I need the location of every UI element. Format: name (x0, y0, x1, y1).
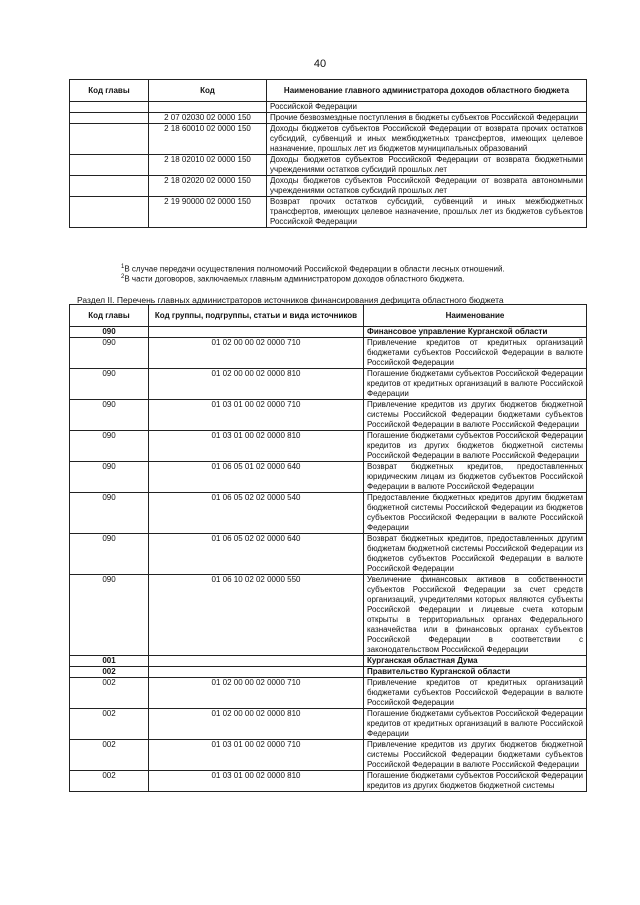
table-row (70, 197, 587, 228)
col-header-chapter-code: Код главы (70, 305, 149, 327)
name-cell: Погашение бюджетами субъектов Российской Федерации кредитов из других бюджетов бюджетной системы (364, 771, 587, 792)
table-row (70, 667, 587, 678)
chapter-code-cell (70, 197, 149, 228)
code-cell: 2 18 60010 02 0000 150 (149, 124, 267, 155)
name-cell: Доходы бюджетов субъектов Российской Федерации от возврата бюджетными учреждениями остатков субсидий прошлых лет (267, 155, 587, 176)
footnote-mark: 2 (121, 274, 125, 280)
chapter-code-cell: 090 (70, 575, 149, 656)
code-cell: 01 03 01 00 02 0000 810 (149, 431, 364, 462)
col-header-code: Код (149, 80, 267, 102)
code-cell: 01 06 05 01 02 0000 640 (149, 462, 364, 493)
code-cell: 2 18 02010 02 0000 150 (149, 155, 267, 176)
chapter-code-cell: 090 (70, 400, 149, 431)
table-row (70, 400, 587, 431)
name-cell: Привлечение кредитов от кредитных организаций бюджетами субъектов Российской Федерации в валюте Российской Федерации (364, 338, 587, 369)
chapter-code-cell (70, 155, 149, 176)
chapter-code-cell: 090 (70, 462, 149, 493)
chapter-code-cell: 002 (70, 740, 149, 771)
page-number: 40 (313, 58, 327, 70)
table-row (70, 124, 587, 155)
name-cell: Прочие безвозмездные поступления в бюджеты субъектов Российской Федерации (267, 113, 587, 124)
col-header-admin-name: Наименование главного администратора доходов областного бюджета (267, 80, 587, 102)
table-row (70, 575, 587, 656)
chapter-code-cell (70, 124, 149, 155)
code-cell: 2 07 02030 02 0000 150 (149, 113, 267, 124)
chapter-code-cell: 090 (70, 338, 149, 369)
chapter-code-cell: 090 (70, 431, 149, 462)
revenue-administrators-table (69, 79, 587, 228)
table-row (70, 656, 587, 667)
section-title: Раздел II. Перечень главных администраторов источников финансирования дефицита областного бюджета (77, 295, 504, 305)
name-cell: Возврат прочих остатков субсидий, субвенций и иных межбюджетных трансфертов, имеющих целевое назначение, прошлых лет из бюджетов субъектов Российской Федерации (267, 197, 587, 228)
name-cell: Предоставление бюджетных кредитов другим бюджетам бюджетной системы Российской Федерации из бюджетов субъектов Российской Федерации в валюте Российской Федерации (364, 493, 587, 534)
table-row (70, 338, 587, 369)
name-cell: Правительство Курганской области (364, 667, 587, 678)
chapter-code-cell: 090 (70, 369, 149, 400)
code-cell: 01 03 01 00 02 0000 710 (149, 400, 364, 431)
chapter-code-cell: 090 (70, 493, 149, 534)
footnote-2 (121, 272, 465, 285)
code-cell: 01 02 00 00 02 0000 810 (149, 369, 364, 400)
chapter-code-cell: 002 (70, 771, 149, 792)
table-row (70, 462, 587, 493)
table-row (70, 369, 587, 400)
col-header-name: Наименование (364, 305, 587, 327)
table-row (70, 678, 587, 709)
table-row (70, 709, 587, 740)
chapter-code-cell (70, 176, 149, 197)
name-cell: Привлечение кредитов из других бюджетов бюджетной системы Российской Федерации бюджетами субъектов Российской Федерации в валюте Российской Федерации (364, 400, 587, 431)
table-row (70, 102, 587, 113)
name-cell: Привлечение кредитов из других бюджетов бюджетной системы Российской Федерации бюджетами субъектов Российской Федерации в валюте Российской Федерации (364, 740, 587, 771)
financing-sources-table (69, 304, 587, 792)
chapter-code-cell (70, 102, 149, 113)
code-cell: 01 02 00 00 02 0000 710 (149, 338, 364, 369)
chapter-code-cell (70, 113, 149, 124)
table-row (70, 155, 587, 176)
table-row (70, 534, 587, 575)
name-cell: Увеличение финансовых активов в собственности субъектов Российской Федерации за счет средств организаций, учредителями которых являются субъекты Российской Федерации и лицевые счета которым открыты в территориальных органах Федерального казначейства или в финансовых органах субъектов Российской Федерации в соответствии с законодательством Российской Федерации (364, 575, 587, 656)
code-cell: 01 06 05 02 02 0000 540 (149, 493, 364, 534)
table-body (70, 102, 587, 228)
name-cell: Возврат бюджетных кредитов, предоставленных юридическим лицам из бюджетов субъектов Российской Федерации в валюте Российской Федерации (364, 462, 587, 493)
col-header-source-code: Код группы, подгруппы, статьи и вида источников (149, 305, 364, 327)
name-cell: Погашение бюджетами субъектов Российской Федерации кредитов от кредитных организаций в валюте Российской Федерации (364, 709, 587, 740)
name-cell: Российской Федерации (267, 102, 587, 113)
footnote-mark: 1 (121, 264, 125, 270)
chapter-code-cell: 001 (70, 656, 149, 667)
table-row (70, 493, 587, 534)
footnote-text: В части договоров, заключаемых главным администратором доходов областного бюджета. (124, 274, 465, 284)
name-cell: Доходы бюджетов субъектов Российской Федерации от возврата прочих остатков субсидий, субвенций и иных межбюджетных трансфертов, имеющих целевое назначение, прошлых лет из бюджетов муниципальных образований (267, 124, 587, 155)
name-cell: Погашение бюджетами субъектов Российской Федерации кредитов от кредитных организаций в валюте Российской Федерации (364, 369, 587, 400)
col-header-chapter-code: Код главы (70, 80, 149, 102)
code-cell (149, 667, 364, 678)
table-row (70, 431, 587, 462)
chapter-code-cell: 090 (70, 327, 149, 338)
name-cell: Финансовое управление Курганской области (364, 327, 587, 338)
chapter-code-cell: 090 (70, 534, 149, 575)
name-cell: Доходы бюджетов субъектов Российской Федерации от возврата автономными учреждениями остатков субсидий прошлых лет (267, 176, 587, 197)
name-cell: Возврат бюджетных кредитов, предоставленных другим бюджетам бюджетной системы Российской Федерации из бюджетов субъектов Российской Федерации в валюте Российской Федерации (364, 534, 587, 575)
code-cell: 2 19 90000 02 0000 150 (149, 197, 267, 228)
name-cell: Привлечение кредитов от кредитных организаций бюджетами субъектов Российской Федерации в валюте Российской Федерации (364, 678, 587, 709)
chapter-code-cell: 002 (70, 709, 149, 740)
name-cell: Курганская областная Дума (364, 656, 587, 667)
chapter-code-cell: 002 (70, 678, 149, 709)
footnote-text: В случае передачи осуществления полномочий Российской Федерации в области лесных отношений. (124, 264, 505, 274)
code-cell: 01 02 00 00 02 0000 810 (149, 709, 364, 740)
code-cell (149, 327, 364, 338)
table-row (70, 327, 587, 338)
code-cell (149, 656, 364, 667)
table-body (70, 327, 587, 792)
table-row (70, 176, 587, 197)
table-row (70, 113, 587, 124)
name-cell: Погашение бюджетами субъектов Российской Федерации кредитов из других бюджетов бюджетной системы Российской Федерации в валюте Российской Федерации (364, 431, 587, 462)
code-cell: 2 18 02020 02 0000 150 (149, 176, 267, 197)
code-cell: 01 03 01 00 02 0000 710 (149, 740, 364, 771)
code-cell: 01 06 05 02 02 0000 640 (149, 534, 364, 575)
table-row (70, 771, 587, 792)
chapter-code-cell: 002 (70, 667, 149, 678)
table-row (70, 740, 587, 771)
code-cell (149, 102, 267, 113)
code-cell: 01 02 00 00 02 0000 710 (149, 678, 364, 709)
code-cell: 01 06 10 02 02 0000 550 (149, 575, 364, 656)
code-cell: 01 03 01 00 02 0000 810 (149, 771, 364, 792)
